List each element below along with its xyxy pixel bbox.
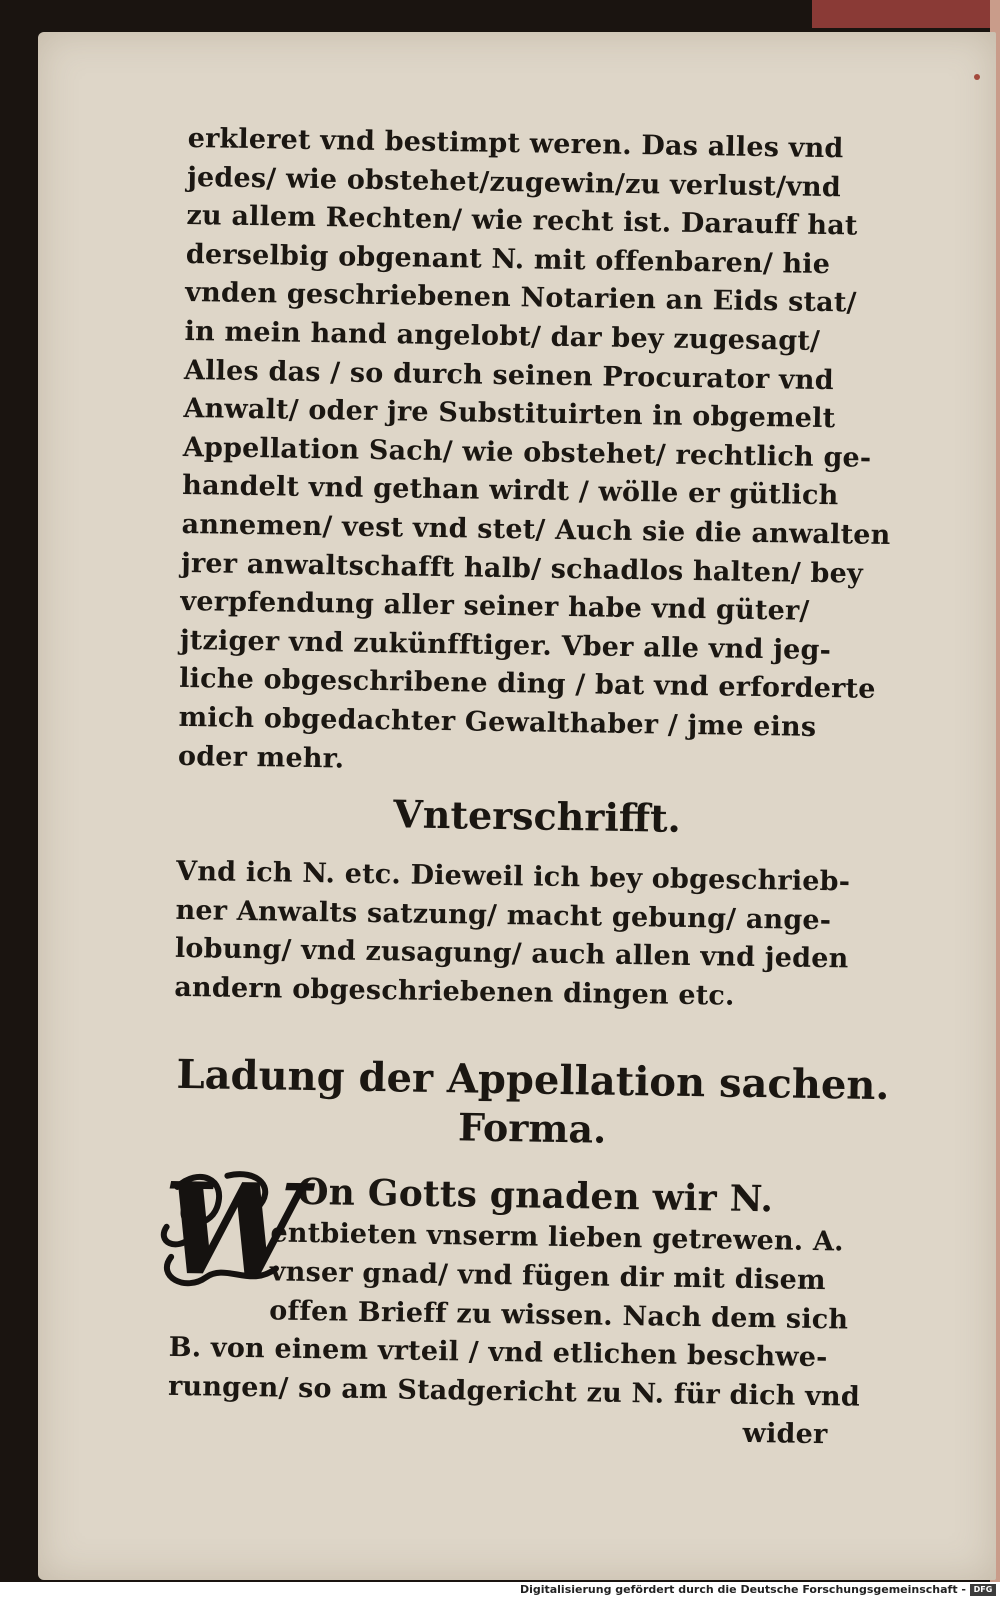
text-line: On Gotts gnaden wir N. xyxy=(296,1171,774,1221)
text-line: handelt vnd gethan wirdt / wölle er gütlich xyxy=(182,470,839,512)
text-line: Appellation Sach/ wie obstehet/ rechtlich ge- xyxy=(182,431,872,474)
text-line: entbieten vnserm lieben getrewen. A. xyxy=(270,1217,844,1258)
text-line: jedes/ wie obstehet/zugewin/zu verlust/vnd xyxy=(186,161,842,203)
binding-edge xyxy=(812,0,990,28)
text-line: annemen/ vest vnd stet/ Auch sie die anwalten xyxy=(181,508,891,552)
text-line: erkleret vnd bestimpt weren. Das alles vnd xyxy=(187,122,844,165)
text-line: Anwalt/ oder jre Substituirten in obgemelt xyxy=(183,393,836,435)
text-line: derselbig obgenant N. mit offenbaren/ hie xyxy=(185,238,831,280)
text-line: mich obgedachter Gewalthaber / jme eins xyxy=(178,701,817,743)
text-line: B. von einem vrteil / vnd etlichen beschwe- xyxy=(168,1332,828,1374)
text-block xyxy=(161,120,908,1456)
section-heading: Ladung der Appellation sachen. xyxy=(176,1051,890,1110)
footer-credit: Digitalisierung gefördert durch die Deutsche Forschungsgemeinschaft - xyxy=(519,1583,966,1596)
text-line: ner Anwalts satzung/ macht gebung/ ange- xyxy=(175,894,832,936)
text-line: jrer anwaltschafft halb/ schadlos halten/ bey xyxy=(180,547,864,590)
dropcap-initial: W xyxy=(161,1155,306,1306)
text-line: jtziger vnd zukünfftiger. Vber alle vnd jeg- xyxy=(179,624,832,666)
dfg-logo: DFG xyxy=(970,1584,996,1596)
text-line: offen Brieff zu wissen. Nach dem sich xyxy=(269,1295,849,1336)
text-line: vnser gnad/ vnd fügen dir mit disem xyxy=(269,1256,827,1297)
text-section-1 xyxy=(178,120,908,787)
text-section-3 xyxy=(161,1155,891,1456)
rest-lines xyxy=(168,1329,889,1417)
text-line: verpfendung aller seiner habe vnd güter/ xyxy=(180,586,810,627)
section-subheading: Forma. xyxy=(457,1104,607,1153)
text-line: vnden geschriebenen Notarien an Eids stat/ xyxy=(185,277,857,319)
text-line: Alles das / so durch seinen Procurator vnd xyxy=(183,354,835,396)
text-line: in mein hand angelobt/ dar bey zugesagt/ xyxy=(184,315,821,357)
text-section-2 xyxy=(174,853,896,1019)
section-heading: Vnterschrifft. xyxy=(393,791,682,841)
text-line: zu allem Rechten/ wie recht ist. Darauff hat xyxy=(186,200,858,242)
footer xyxy=(0,1582,1000,1599)
text-line: oder mehr. xyxy=(177,740,345,775)
text-line: rungen/ so am Stadgericht zu N. für dich vnd xyxy=(167,1370,861,1413)
text-line: andern obgeschriebenen dingen etc. xyxy=(174,971,735,1012)
catchword: wider xyxy=(742,1418,828,1451)
ink-spot xyxy=(974,74,980,80)
text-line: Vnd ich N. etc. Dieweil ich bey obgeschrieb- xyxy=(175,856,851,898)
text-line: lobung/ vnd zusagung/ auch allen vnd jeden xyxy=(174,933,849,975)
text-line: liche obgeschribene ding / bat vnd erforderte xyxy=(178,663,876,706)
book-page xyxy=(38,32,996,1580)
